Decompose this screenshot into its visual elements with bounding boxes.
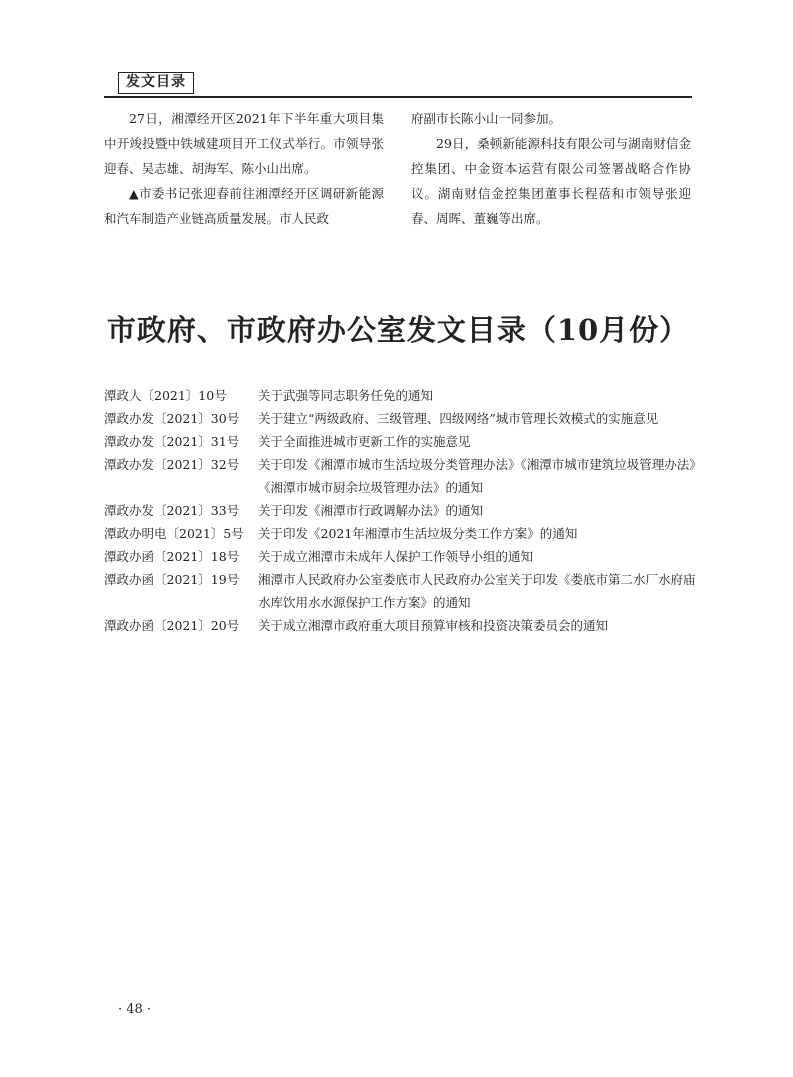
document-title: 关于武强等同志职务任免的通知: [258, 388, 434, 403]
page-number: · 48 ·: [118, 1002, 152, 1017]
document-number: 潭政办函〔2021〕19号: [104, 572, 240, 587]
document-row: [104, 499, 704, 522]
document-number: 潭政办函〔2021〕18号: [104, 549, 240, 564]
page-title: 市政府、市政府办公室发文目录（10月份）: [106, 313, 690, 347]
article-left-column: [104, 106, 384, 231]
article-paragraph: ▲市委书记张迎春前往湘潭经开区调研新能源和汽车制造产业链高质量发展。市人民政: [104, 186, 384, 226]
document-number: 潭政办函〔2021〕20号: [104, 618, 240, 633]
document-number: 潭政办发〔2021〕30号: [104, 411, 240, 426]
article-paragraph: 府副市长陈小山一同参加。: [411, 111, 562, 126]
article-paragraph: 29日，桑顿新能源科技有限公司与湖南财信金控集团、中金资本运营有限公司签署战略合作协议。湖南财信金控集团董事长程蓓和市领导张迎春、周晖、董巍等出席。: [411, 136, 691, 226]
document-number: 潭政办发〔2021〕32号: [104, 457, 240, 472]
document-row: [104, 568, 704, 614]
document-title: 关于全面推进城市更新工作的实施意见: [258, 434, 471, 449]
section-tag: 发文目录: [118, 72, 194, 94]
document-title: 关于印发《湘潭市行政调解办法》的通知: [258, 503, 484, 518]
document-title: 关于成立湘潭市未成年人保护工作领导小组的通知: [258, 549, 534, 564]
document-title: 湘潭市人民政府办公室娄底市人民政府办公室关于印发《娄底市第二水厂水府庙水库饮用水水源保护工作方案》的通知: [258, 572, 696, 610]
document-number: 潭政办发〔2021〕33号: [104, 503, 240, 518]
article-right-column: [411, 106, 691, 231]
document-row: [104, 407, 704, 430]
document-row: [104, 384, 704, 407]
article-paragraph: 27日，湘潭经开区2021年下半年重大项目集中开竣投暨中铁城建项目开工仪式举行。市领导张迎春、吴志雄、胡海军、陈小山出席。: [104, 111, 384, 176]
header-rule: [104, 96, 692, 98]
document-title: 关于成立湘潭市政府重大项目预算审核和投资决策委员会的通知: [258, 618, 609, 633]
document-number: 潭政办发〔2021〕31号: [104, 434, 240, 449]
document-number: 潭政办明电〔2021〕5号: [104, 526, 244, 541]
document-list: [104, 384, 704, 637]
document-row: [104, 430, 704, 453]
document-row: [104, 545, 704, 568]
document-number: 潭政人〔2021〕10号: [104, 388, 227, 403]
document-title: 关于建立“两级政府、三级管理、四级网络”城市管理长效模式的实施意见: [258, 411, 659, 426]
document-row: [104, 453, 704, 499]
document-title: 关于印发《2021年湘潭市生活垃圾分类工作方案》的通知: [258, 526, 578, 541]
document-row: [104, 522, 704, 545]
document-row: [104, 614, 704, 637]
document-title: 关于印发《湘潭市城市生活垃圾分类管理办法》《湘潭市城市建筑垃圾管理办法》《湘潭市城市厨余垃圾管理办法》的通知: [258, 457, 702, 495]
